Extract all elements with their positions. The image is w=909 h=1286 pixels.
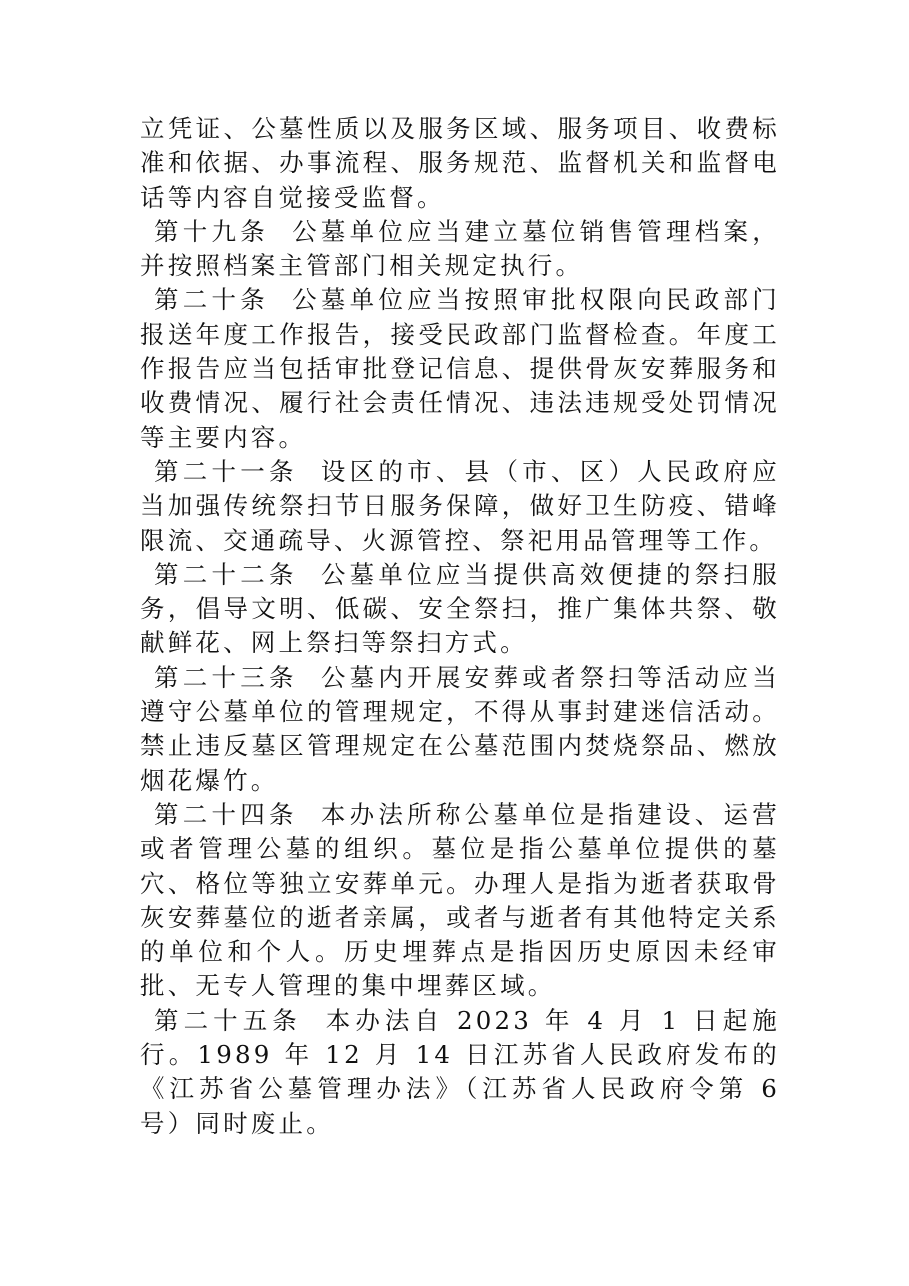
article-text: 本办法所称公墓单位是指建设、运营或者管理公墓的组织。墓位是指公墓单位提供的墓穴、格位等独立安葬单元。办理人是指为逝者获取骨灰安葬墓位的逝者亲属，或者与逝者有其他特定关系的单位和个人。历史埋葬点是指因历史原因未经审批、无专人管理的集中埋葬区域。 [140, 799, 780, 1001]
article-21 [140, 455, 780, 558]
article-text: 公墓单位应当提供高效便捷的祭扫服务，倡导文明、低碳、安全祭扫，推广集体共祭、敬献鲜花、网上祭扫等祭扫方式。 [140, 559, 780, 658]
article-25 [140, 1004, 780, 1141]
document-body [140, 112, 780, 1141]
article-number: 第二十二条 [154, 559, 298, 589]
article-19 [140, 215, 780, 284]
article-number: 第二十条 [154, 285, 270, 315]
article-24 [140, 798, 780, 1004]
article-20 [140, 283, 780, 454]
article-22 [140, 558, 780, 661]
article-number: 第十九条 [154, 216, 270, 246]
article-number: 第二十五条 [154, 1005, 302, 1035]
paragraph-continuation [140, 112, 780, 215]
article-number: 第二十四条 [154, 799, 298, 829]
article-text: 公墓单位应当按照审批权限向民政部门报送年度工作报告，接受民政部门监督检查。年度工作报告应当包括审批登记信息、提供骨灰安葬服务和收费情况、履行社会责任情况、违法违规受处罚情况等主要内容。 [140, 285, 780, 452]
article-text: 公墓内开展安葬或者祭扫等活动应当遵守公墓单位的管理规定，不得从事封建迷信活动。禁止违反墓区管理规定在公墓范围内焚烧祭品、燃放烟花爆竹。 [140, 662, 780, 795]
article-text: 设区的市、县（市、区）人民政府应当加强传统祭扫节日服务保障，做好卫生防疫、错峰限流、交通疏导、火源管控、祭祀用品管理等工作。 [140, 456, 780, 555]
paragraph-text: 立凭证、公墓性质以及服务区域、服务项目、收费标准和依据、办事流程、服务规范、监督机关和监督电话等内容自觉接受监督。 [140, 114, 780, 212]
article-text: 公墓单位应当建立墓位销售管理档案，并按照档案主管部门相关规定执行。 [140, 216, 780, 281]
article-23 [140, 661, 780, 798]
article-text: 本办法自 2023 年 4 月 1 日起施行。1989 年 12 月 14 日江苏省人民政府发布的《江苏省公墓管理办法》（江苏省人民政府令第 6 号）同时废止。 [140, 1005, 781, 1138]
article-number: 第二十三条 [154, 662, 298, 692]
article-number: 第二十一条 [154, 456, 298, 486]
